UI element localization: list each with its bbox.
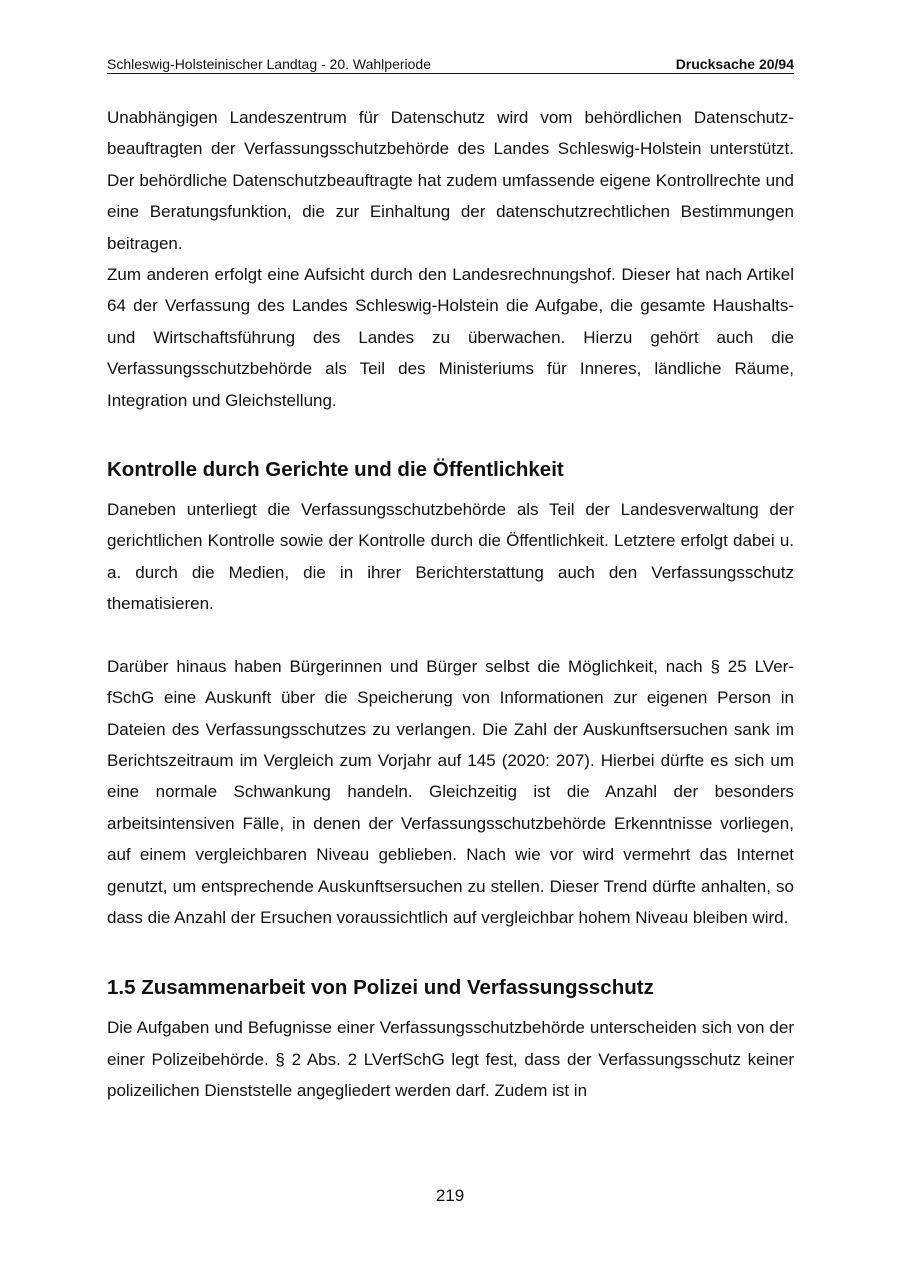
section-heading-police-cooperation: 1.5 Zusammenarbeit von Polizei und Verfassungsschutz <box>107 976 654 1000</box>
page-number: 219 <box>435 1186 465 1205</box>
page-header <box>107 55 794 74</box>
paragraph-tasks-powers: Die Aufgaben und Befugnisse einer Verfassungsschutzbehörde unterscheiden sich von der einer Polizeibehörde. § 2 Abs. 2 LVerfSchG legt fest, dass der Verfassungsschutz keiner polizeilichen Dienststelle angegliedert werden darf. Zudem ist in <box>107 1018 794 1101</box>
paragraph-information-requests: Darüber hinaus haben Bürgerinnen und Bürger selbst die Möglichkeit, nach § 25 LVerfSchG eine Auskunft über die Speicherung von Informationen zur eigenen Person in Dateien des Verfassungsschutzes zu verlangen. Die Zahl der Auskunftsersuchen sank im Berichtszeitraum im Vergleich zum Vorjahr auf 145 (2020: 207). Hierbei dürfte es sich um eine normale Schwankung handeln. Gleichzeitig ist die Anzahl der besonders arbeitsintensiven Fälle, in denen der Verfassungsschutzbehörde Erkenntnisse vorliegen, auf einem vergleichbaren Niveau geblieben. Nach wie vor wird vermehrt das Internet genutzt, um entsprechende Auskunftsersuchen zu stellen. Dieser Trend dürfte anhalten, so dass die Anzahl der Ersuchen voraussichtlich auf vergleichbar hohem Niveau bleiben wird. <box>107 656 794 927</box>
document-body <box>107 102 794 1107</box>
paragraph-court-of-audit: Zum anderen erfolgt eine Aufsicht durch den Landesrechnungshof. Dieser hat nach Artikel 64 der Verfassung des Landes Schleswig-Holstein die Aufgabe, die gesamte Haushalts- und Wirtschaftsführung des Landes zu überwachen. Hierzu gehört auch die Verfassungsschutzbehörde als Teil des Ministeriums für Inneres, ländliche Räume, Integration und Gleichstellung. <box>107 265 794 410</box>
header-title: Schleswig-Holsteinischer Landtag - 20. Wahlperiode <box>107 56 431 72</box>
section-heading-courts-public: Kontrolle durch Gerichte und die Öffentlichkeit <box>107 458 564 482</box>
header-document-number: Drucksache 20/94 <box>675 56 794 72</box>
paragraph-judicial-control: Daneben unterliegt die Verfassungsschutzbehörde als Teil der Landesverwaltung der gerichtlichen Kontrolle sowie der Kontrolle durch die Öffentlichkeit. Letztere erfolgt dabei u. a. durch die Medien, die in ihrer Berichterstattung auch den Verfassungsschutz thematisieren. <box>107 500 794 614</box>
paragraph-data-protection: Unabhängigen Landeszentrum für Datenschutz wird vom behördlichen Datenschutzbeauftragten der Verfassungsschutzbehörde des Landes Schleswig-Holstein unterstützt. Der behördliche Datenschutzbeauftragte hat zudem umfassende eigene Kontrollrechte und eine Beratungsfunktion, die zur Einhaltung der datenschutzrechtlichen Bestimmungen beitragen. <box>107 108 794 253</box>
